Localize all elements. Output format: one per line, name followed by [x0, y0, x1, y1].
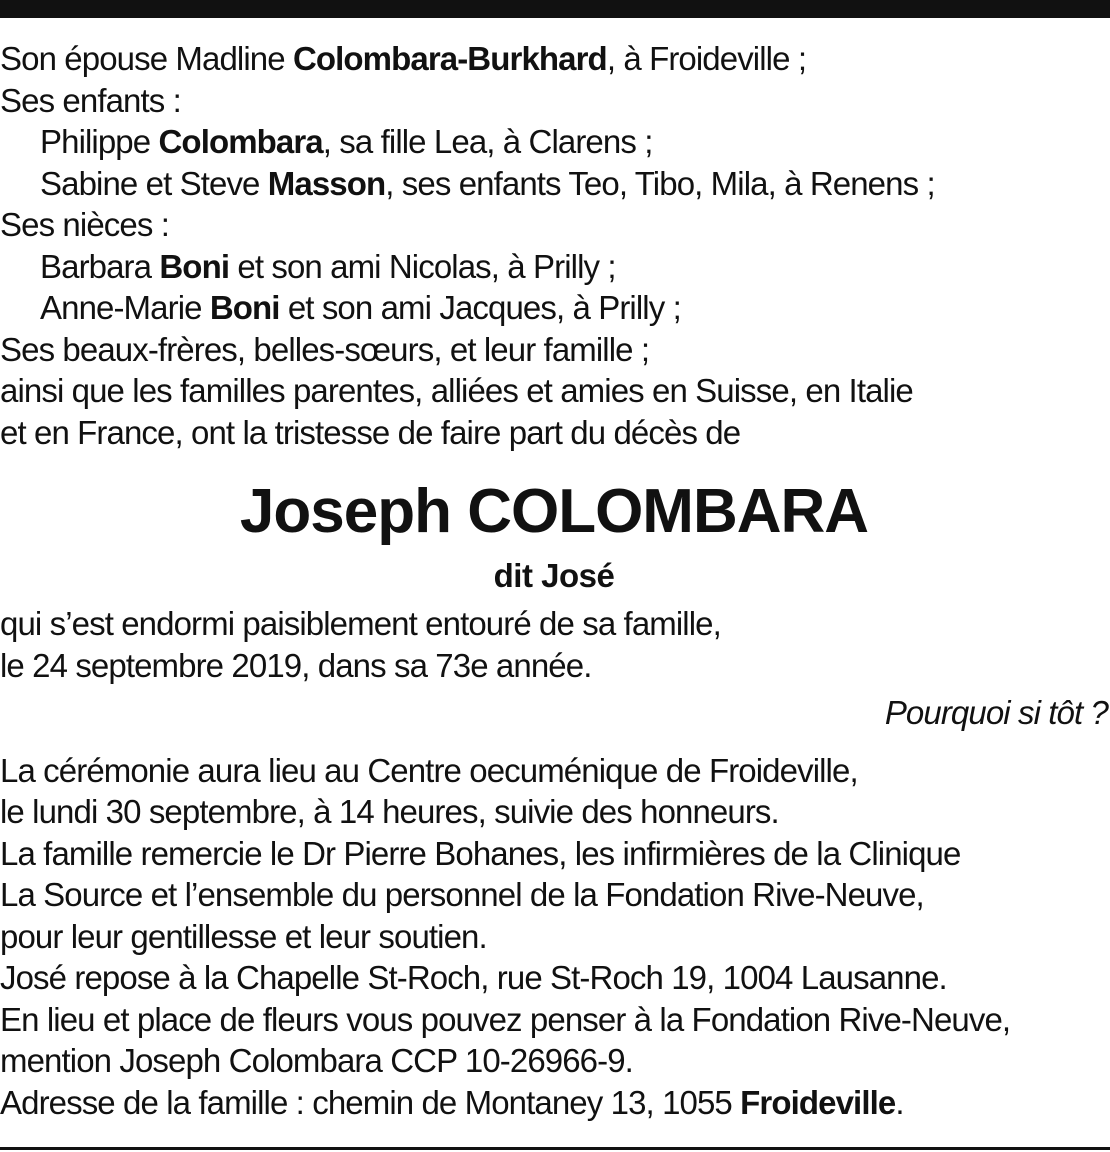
child-2-details: , ses enfants Teo, Tibo, Mila, à Renens ; — [385, 164, 935, 202]
niece-1-details: et son ami Nicolas, à Prilly ; — [229, 247, 616, 285]
ceremony-line-2: le lundi 30 septembre, à 14 heures, suivie des honneurs. — [0, 793, 779, 830]
passing-line-1: qui s’est endormi paisiblement entouré de sa famille, — [0, 605, 721, 642]
quote-line: Pourquoi si tôt ? — [884, 694, 1108, 731]
child-line-1 — [0, 121, 1108, 163]
spouse-text: Son épouse Madline — [0, 40, 293, 77]
niece-line-2 — [0, 287, 1108, 329]
top-rule — [0, 0, 1110, 18]
ceremony-line-1: La cérémonie aura lieu au Centre oecuménique de Froideville, — [0, 751, 858, 789]
family-address-line — [0, 1082, 1108, 1124]
child-1-surname: Colombara — [158, 123, 323, 160]
niece-line-1 — [0, 246, 1108, 288]
bottom-rule — [0, 1147, 1110, 1150]
obituary-notice — [0, 38, 1108, 1123]
rest-place-line: José repose à la Chapelle St-Roch, rue St-Roch 19, 1004 Lausanne. — [0, 959, 947, 996]
passing-line-2: le 24 septembre 2019, dans sa 73e année. — [0, 646, 592, 684]
niece-2-surname: Boni — [209, 289, 280, 326]
spouse-line — [0, 38, 1108, 80]
child-1-details: , sa fille Lea, à Clarens ; — [322, 123, 653, 160]
niece-2-text: Anne-Marie — [40, 289, 210, 326]
address-town: Froideville — [740, 1083, 896, 1121]
deceased-nickname: dit José — [493, 557, 615, 594]
relatives-line-1: ainsi que les familles parentes, alliées et amies en Suisse, en Italie — [0, 372, 913, 409]
address-end: . — [895, 1083, 904, 1121]
niece-1-text: Barbara — [40, 247, 160, 285]
in-laws-line: Ses beaux-frères, belles-sœurs, et leur famille ; — [0, 330, 650, 368]
address-text: Adresse de la famille : chemin de Montaney 13, 1055 — [0, 1083, 741, 1121]
spouse-location: , à Froideville ; — [606, 40, 807, 77]
deceased-name: Joseph COLOMBARA — [239, 477, 869, 546]
relatives-line-2: et en France, ont la tristesse de faire part du décès de — [0, 413, 741, 451]
child-2-text: Sabine et Steve — [40, 164, 268, 202]
thanks-line-1: La famille remercie le Dr Pierre Bohanes, les infirmières de la Clinique — [0, 834, 961, 872]
child-2-surname: Masson — [267, 164, 386, 202]
donation-line-2: mention Joseph Colombara CCP 10-26966-9. — [0, 1042, 633, 1079]
thanks-line-2: La Source et l’ensemble du personnel de la Fondation Rive-Neuve, — [0, 876, 924, 913]
children-heading: Ses enfants : — [0, 81, 181, 119]
niece-2-details: et son ami Jacques, à Prilly ; — [279, 289, 681, 326]
nieces-heading: Ses nièces : — [0, 206, 169, 243]
niece-1-surname: Boni — [159, 247, 230, 285]
child-1-text: Philippe — [40, 123, 159, 160]
donation-line-1: En lieu et place de fleurs vous pouvez penser à la Fondation Rive-Neuve, — [0, 1000, 1011, 1038]
spouse-surname: Colombara-Burkhard — [292, 40, 607, 77]
child-line-2 — [0, 163, 1108, 205]
thanks-line-3: pour leur gentillesse et leur soutien. — [0, 917, 487, 955]
